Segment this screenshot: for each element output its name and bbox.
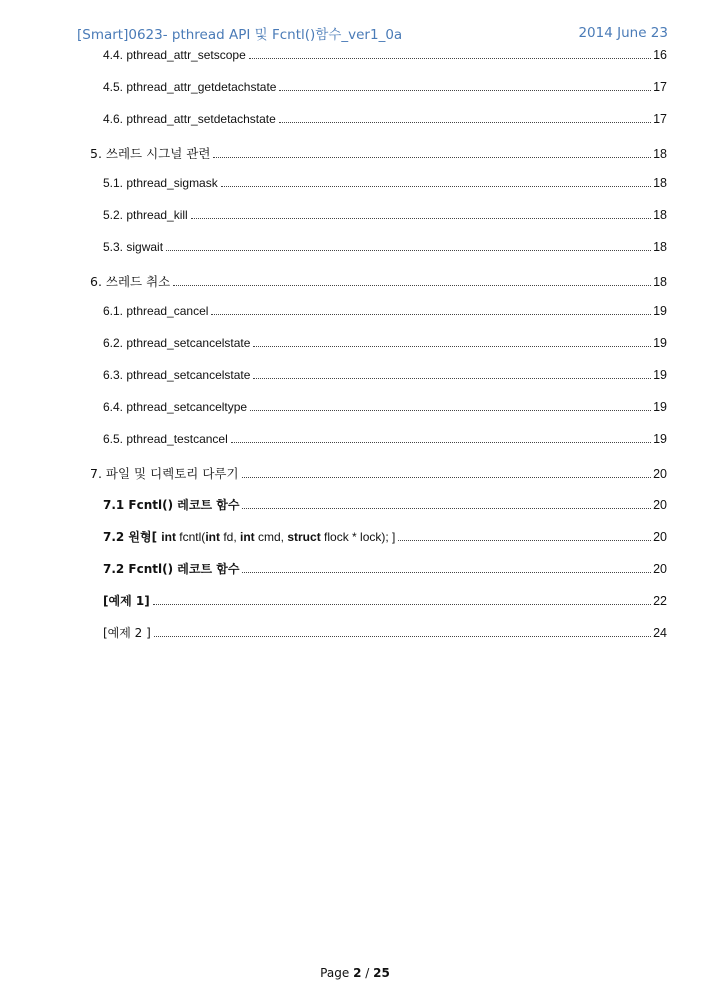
dot-leader — [250, 400, 651, 411]
dot-leader — [279, 80, 651, 91]
toc-entry-title — [103, 528, 396, 545]
dot-leader — [153, 594, 651, 605]
toc-entry-title: [예제 2 ] — [103, 626, 151, 640]
dot-leader — [191, 208, 651, 219]
toc-entry-5-1[interactable] — [103, 176, 667, 196]
dot-leader — [242, 467, 652, 478]
toc-entry-title: 5.3. sigwait — [103, 240, 164, 254]
toc-entry-page: 19 — [653, 400, 667, 414]
dot-leader — [173, 275, 651, 286]
toc-entry-example-1[interactable] — [103, 592, 667, 612]
toc-title-part: 7.2 원형[ — [103, 530, 162, 544]
dot-leader — [211, 304, 651, 315]
document-date: 2014 June 23 — [578, 25, 668, 41]
page-separator: / — [365, 966, 370, 980]
toc-entry-page: 17 — [653, 112, 667, 126]
toc-entry-title: 7.1 Fcntl() 레코트 함수 — [103, 498, 240, 512]
toc-entry-page: 17 — [653, 80, 667, 94]
toc-entry-7-2-prototype[interactable] — [103, 528, 667, 548]
toc-title-part: int — [240, 530, 255, 544]
toc-entry-page: 19 — [653, 432, 667, 446]
toc-entry-page: 24 — [653, 626, 667, 640]
toc-entry-page: 18 — [653, 208, 667, 222]
page-label: Page — [320, 966, 350, 980]
toc-title-part: int — [205, 530, 220, 544]
toc-entry-page: 22 — [653, 594, 667, 608]
dot-leader — [221, 176, 651, 187]
toc-entry-4-6[interactable] — [103, 112, 667, 132]
dot-leader — [154, 626, 651, 637]
toc-title-part: cmd, — [254, 530, 288, 544]
dot-leader — [166, 240, 651, 251]
toc-entry-title: 6.2. pthread_setcancelstate — [103, 336, 251, 350]
toc-entry-title: [예제 1] — [103, 594, 150, 608]
toc-entry-5-3[interactable] — [103, 240, 667, 260]
dot-leader — [253, 368, 651, 379]
dot-leader — [253, 336, 651, 347]
toc-entry-6-5[interactable] — [103, 432, 667, 452]
toc-entry-title: 5.2. pthread_kill — [103, 208, 188, 222]
toc-entry-title: 6. 쓰레드 취소 — [90, 274, 171, 289]
toc-entry-page: 20 — [653, 467, 667, 481]
toc-entry-page: 18 — [653, 147, 667, 161]
toc-entry-page: 20 — [653, 530, 667, 544]
page-header — [77, 22, 668, 44]
toc-entry-title: 5. 쓰레드 시그널 관련 — [90, 146, 211, 161]
toc-entry-4-5[interactable] — [103, 80, 667, 100]
toc-entry-5-2[interactable] — [103, 208, 667, 228]
toc-entry-page: 16 — [653, 48, 667, 62]
toc-entry-page: 18 — [653, 176, 667, 190]
dot-leader — [242, 498, 651, 509]
toc-entry-6[interactable] — [90, 272, 667, 292]
toc-title-part: int — [161, 530, 176, 544]
toc-title-part: struct — [287, 530, 321, 544]
dot-leader — [213, 147, 651, 158]
toc-entry-title: 4.4. pthread_attr_setscope — [103, 48, 246, 62]
dot-leader — [231, 432, 651, 443]
current-page-number: 2 — [353, 966, 362, 980]
dot-leader — [398, 530, 651, 541]
dot-leader — [242, 562, 651, 573]
page-footer — [0, 966, 710, 980]
toc-entry-page: 20 — [653, 498, 667, 512]
toc-entry-page: 20 — [653, 562, 667, 576]
toc-entry-title: 4.5. pthread_attr_getdetachstate — [103, 80, 277, 94]
toc-entry-7-2[interactable] — [103, 560, 667, 580]
dot-leader — [249, 48, 651, 59]
toc-entry-5[interactable] — [90, 144, 667, 164]
toc-entry-page: 19 — [653, 336, 667, 350]
toc-title-part: flock * lock); ] — [320, 530, 396, 544]
toc-entry-6-4[interactable] — [103, 400, 667, 420]
total-page-count: 25 — [373, 966, 390, 980]
toc-title-part: fd, — [219, 530, 240, 544]
toc-entry-page: 18 — [653, 240, 667, 254]
toc-entry-6-2[interactable] — [103, 336, 667, 356]
toc-entry-4-4[interactable] — [103, 48, 667, 68]
toc-entry-example-2[interactable] — [103, 624, 667, 644]
toc-entry-page: 18 — [653, 275, 667, 289]
toc-entry-7[interactable] — [90, 464, 667, 484]
toc-entry-6-1[interactable] — [103, 304, 667, 324]
toc-entry-title: 7.2 Fcntl() 레코트 함수 — [103, 562, 240, 576]
toc-entry-title: 6.1. pthread_cancel — [103, 304, 209, 318]
toc-entry-7-1[interactable] — [103, 496, 667, 516]
toc-entry-title: 6.5. pthread_testcancel — [103, 432, 228, 446]
document-title: [Smart]0623- pthread API 및 Fcntl()함수_ver1_0a — [77, 27, 403, 43]
toc-entry-title: 4.6. pthread_attr_setdetachstate — [103, 112, 276, 126]
toc-entry-title: 7. 파일 및 디렉토리 다루기 — [90, 466, 239, 481]
toc-entry-page: 19 — [653, 368, 667, 382]
toc-title-part: fcntl( — [175, 530, 206, 544]
toc-entry-page: 19 — [653, 304, 667, 318]
toc-entry-title: 6.3. pthread_setcancelstate — [103, 368, 251, 382]
dot-leader — [279, 112, 651, 123]
toc-entry-6-3[interactable] — [103, 368, 667, 388]
toc-entry-title: 5.1. pthread_sigmask — [103, 176, 218, 190]
toc-entry-title: 6.4. pthread_setcanceltype — [103, 400, 248, 414]
